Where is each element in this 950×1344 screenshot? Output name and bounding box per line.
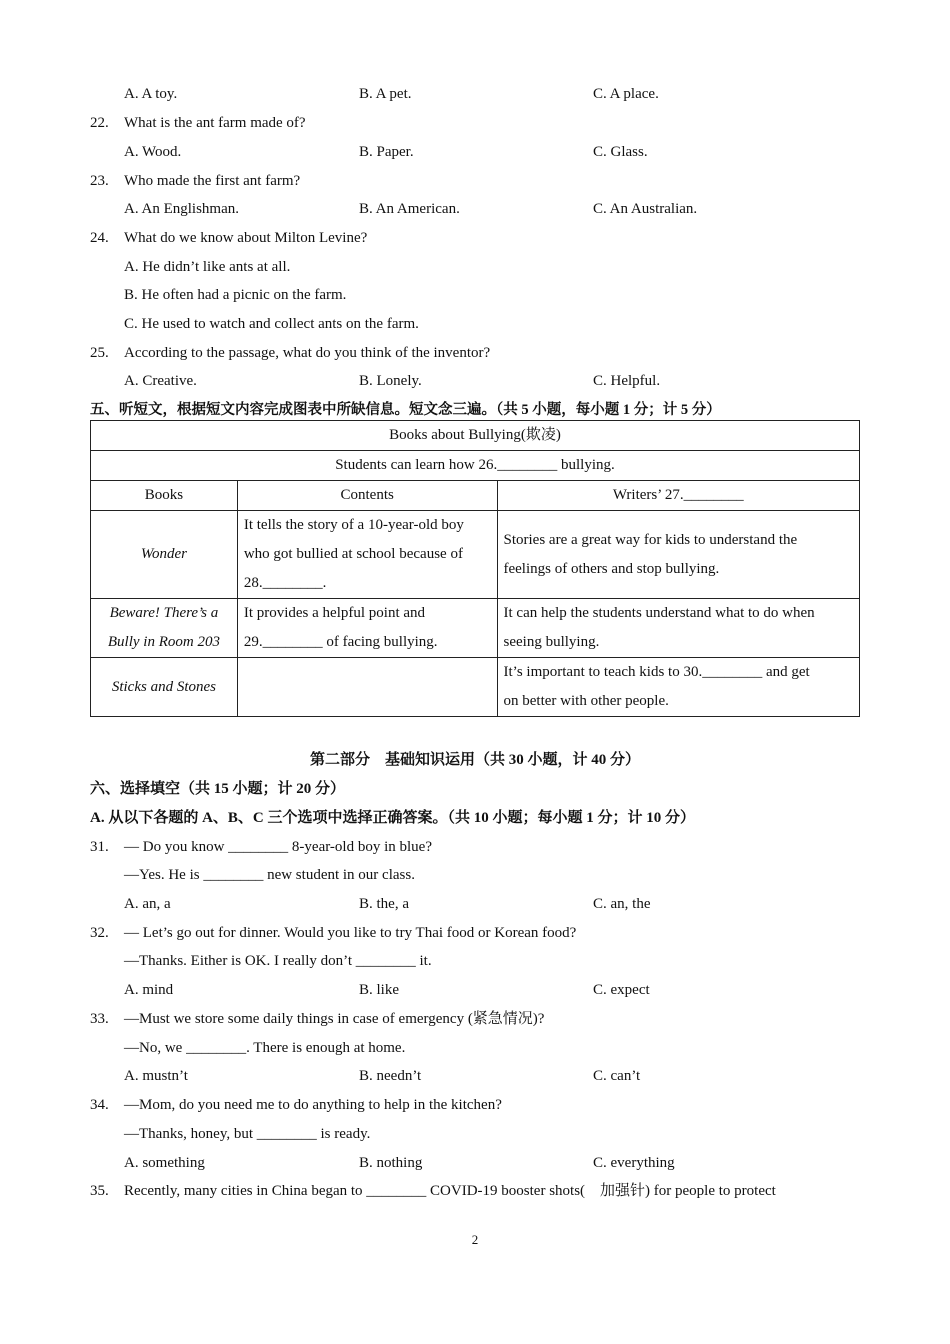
- writers-note: [497, 599, 860, 658]
- q31-number: 31.: [90, 839, 109, 855]
- q31-option-a: A. an, a: [124, 896, 171, 912]
- q31-option-b: B. the, a: [359, 896, 409, 912]
- section5-heading: 五、听短文，根据短文内容完成图表中所缺信息。短文念三遍。（共 5 小题，每小题 1 分；计 5 分）: [90, 402, 721, 418]
- sectionA-heading: A. 从以下各题的 A、B、C 三个选项中选择正确答案。（共 10 小题；每小题 1 分；计 10 分）: [90, 810, 696, 826]
- table-title: Books about Bullying(欺凌): [91, 421, 860, 451]
- contents-line: It tells the story of a 10-year-old boy: [243, 517, 464, 533]
- q33-line-2: —No, we ________. There is enough at home.: [124, 1040, 406, 1056]
- table-row: [91, 658, 860, 717]
- header-writers: Writers’ 27.________: [497, 481, 860, 511]
- book-title-line: Bully in Room 203: [107, 634, 220, 650]
- q22-option-a: A. Wood.: [124, 144, 182, 160]
- header-books: Books: [91, 481, 238, 511]
- q34-line-1: —Mom, do you need me to do anything to help in the kitchen?: [124, 1097, 502, 1113]
- q24-number: 24.: [90, 230, 109, 246]
- table-subtitle: Students can learn how 26.________ bullying.: [91, 451, 860, 481]
- q24-option-a: A. He didn’t like ants at all.: [124, 259, 291, 275]
- table-header-row: [91, 481, 860, 511]
- q32-option-a: A. mind: [124, 982, 174, 998]
- writers-line: seeing bullying.: [503, 634, 600, 650]
- q34-line-2: —Thanks, honey, but ________ is ready.: [124, 1126, 371, 1142]
- q25-text: According to the passage, what do you think of the inventor?: [124, 345, 491, 361]
- q32-number: 32.: [90, 925, 109, 941]
- q21-option-a: A. A toy.: [124, 86, 178, 102]
- book-title: Wonder: [91, 511, 238, 599]
- q33-number: 33.: [90, 1011, 109, 1027]
- contents-line: It provides a helpful point and: [243, 605, 426, 621]
- bullying-books-table: [90, 420, 860, 717]
- q23-number: 23.: [90, 173, 109, 189]
- writers-line: It’s important to teach kids to 30.________ and get: [503, 664, 810, 680]
- table-row: [91, 511, 860, 599]
- q25-option-a: A. Creative.: [124, 373, 197, 389]
- q35-text: Recently, many cities in China began to ________ COVID-19 booster shots( 加强针) for people to protect: [124, 1183, 776, 1199]
- section6-heading: 六、选择填空（共 15 小题；计 20 分）: [90, 781, 346, 797]
- q23-text: Who made the first ant farm?: [124, 173, 301, 189]
- contents-line: who got bullied at school because of: [243, 546, 463, 562]
- q23-option-c: C. An Australian.: [593, 201, 698, 217]
- table-row: [91, 599, 860, 658]
- q33-option-c: C. can’t: [593, 1068, 641, 1084]
- page-number: 2: [471, 1232, 479, 1247]
- q32-line-1: — Let’s go out for dinner. Would you like to try Thai food or Korean food?: [124, 925, 577, 941]
- book-title-line: Beware! There’s a: [109, 605, 219, 621]
- book-contents: [237, 599, 497, 658]
- q31-option-c: C. an, the: [593, 896, 651, 912]
- q23-option-a: A. An Englishman.: [124, 201, 239, 217]
- writers-line: It can help the students understand what to do when: [503, 605, 815, 621]
- book-contents: [237, 658, 497, 717]
- writers-note: [497, 511, 860, 599]
- q34-number: 34.: [90, 1097, 109, 1113]
- q31-line-1: — Do you know ________ 8-year-old boy in blue?: [124, 839, 432, 855]
- q32-option-c: C. expect: [593, 982, 650, 998]
- q31-line-2: —Yes. He is ________ new student in our class.: [124, 867, 415, 883]
- writers-note: [497, 658, 860, 717]
- q24-text: What do we know about Milton Levine?: [124, 230, 368, 246]
- q33-line-1: —Must we store some daily things in case of emergency (紧急情况)?: [124, 1011, 545, 1027]
- q22-text: What is the ant farm made of?: [124, 115, 306, 131]
- q21-option-b: B. A pet.: [359, 86, 412, 102]
- q23-option-b: B. An American.: [359, 201, 460, 217]
- table-title-row: [91, 421, 860, 451]
- part2-title: 第二部分 基础知识运用（共 30 小题，计 40 分）: [309, 752, 640, 768]
- q24-option-b: B. He often had a picnic on the farm.: [124, 287, 347, 303]
- table-subtitle-row: [91, 451, 860, 481]
- q22-option-b: B. Paper.: [359, 144, 414, 160]
- q33-option-b: B. needn’t: [359, 1068, 422, 1084]
- contents-line: 29.________ of facing bullying.: [243, 634, 438, 650]
- writers-line: on better with other people.: [503, 693, 669, 709]
- q25-option-c: C. Helpful.: [593, 373, 661, 389]
- q22-number: 22.: [90, 115, 109, 131]
- writers-line: Stories are a great way for kids to understand the: [503, 531, 798, 548]
- q25-number: 25.: [90, 345, 109, 361]
- q21-option-c: C. A place.: [593, 86, 659, 102]
- book-title: Sticks and Stones: [91, 658, 238, 717]
- q32-line-2: —Thanks. Either is OK. I really don’t ________ it.: [124, 953, 432, 969]
- q33-option-a: A. mustn’t: [124, 1068, 188, 1084]
- q34-option-c: C. everything: [593, 1155, 675, 1171]
- contents-line: 28.________.: [243, 575, 327, 591]
- q24-option-c: C. He used to watch and collect ants on the farm.: [124, 316, 419, 332]
- q32-option-b: B. like: [359, 982, 399, 998]
- q34-option-b: B. nothing: [359, 1155, 423, 1171]
- q22-option-c: C. Glass.: [593, 144, 648, 160]
- q25-option-b: B. Lonely.: [359, 373, 422, 389]
- book-title: [91, 599, 238, 658]
- q34-option-a: A. something: [124, 1155, 205, 1171]
- writers-line: feelings of others and stop bullying.: [503, 560, 720, 577]
- header-contents: Contents: [237, 481, 497, 511]
- q35-number: 35.: [90, 1183, 109, 1199]
- book-contents: [237, 511, 497, 599]
